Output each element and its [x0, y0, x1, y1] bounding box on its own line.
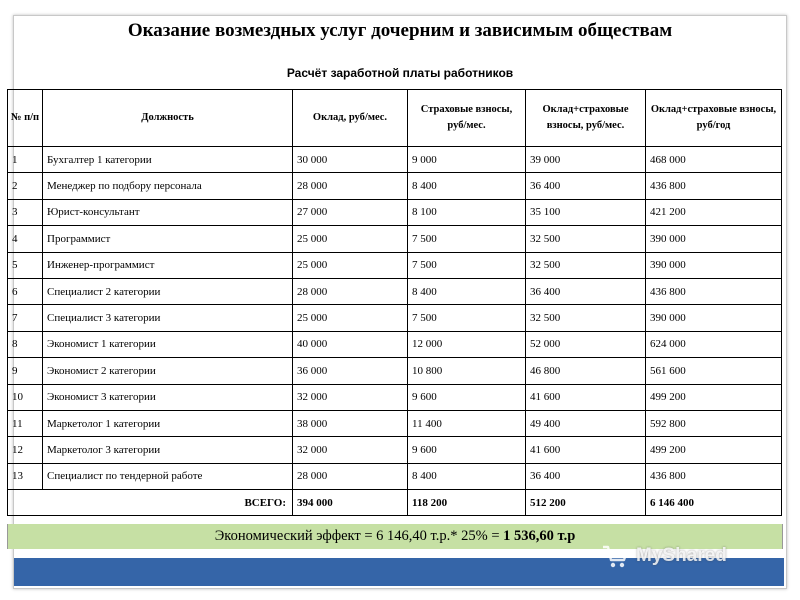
row-insurance-cell: 9 600	[408, 384, 526, 410]
row-yearly-total-cell: 436 800	[646, 173, 782, 199]
table-row	[8, 147, 782, 173]
header-salary: Оклад, руб/мес.	[293, 90, 408, 147]
watermark-logo[interactable]	[600, 536, 727, 576]
row-number-cell: 6	[8, 278, 43, 304]
row-monthly-total-cell: 39 000	[526, 147, 646, 173]
row-insurance-cell: 8 400	[408, 463, 526, 489]
row-position-cell: Экономист 1 категории	[43, 331, 293, 357]
row-yearly-total-cell: 436 800	[646, 463, 782, 489]
row-position-cell: Маркетолог 1 категории	[43, 410, 293, 436]
table-row	[8, 173, 782, 199]
row-insurance-cell: 10 800	[408, 358, 526, 384]
row-insurance-cell: 7 500	[408, 252, 526, 278]
economic-effect-result: 1 536,60 т.р	[503, 528, 576, 544]
row-monthly-total-cell: 52 000	[526, 331, 646, 357]
row-yearly-total-cell: 390 000	[646, 305, 782, 331]
row-yearly-total-cell: 624 000	[646, 331, 782, 357]
row-number-cell: 13	[8, 463, 43, 489]
row-yearly-total-cell: 499 200	[646, 384, 782, 410]
row-monthly-total-cell: 41 600	[526, 437, 646, 463]
economic-effect-text: Экономический эффект = 6 146,40 т.р.* 25% =	[214, 528, 504, 544]
row-monthly-total-cell: 41 600	[526, 384, 646, 410]
row-insurance-cell: 9 600	[408, 437, 526, 463]
total-salary: 394 000	[293, 490, 408, 516]
row-salary-cell: 36 000	[293, 358, 408, 384]
header-number: № п/п	[8, 90, 43, 147]
row-number-cell: 12	[8, 437, 43, 463]
row-number-cell: 11	[8, 410, 43, 436]
row-insurance-cell: 8 100	[408, 199, 526, 225]
row-monthly-total-cell: 46 800	[526, 358, 646, 384]
row-salary-cell: 25 000	[293, 305, 408, 331]
header-position: Должность	[43, 90, 293, 147]
table-row	[8, 226, 782, 252]
total-yearly: 6 146 400	[646, 490, 782, 516]
row-number-cell: 5	[8, 252, 43, 278]
row-insurance-cell: 9 000	[408, 147, 526, 173]
row-salary-cell: 28 000	[293, 173, 408, 199]
page-title: Оказание возмездных услуг дочерним и зависимым обществам	[127, 20, 673, 41]
row-position-cell: Программист	[43, 226, 293, 252]
row-salary-cell: 38 000	[293, 410, 408, 436]
row-position-cell: Специалист 3 категории	[43, 305, 293, 331]
row-monthly-total-cell: 35 100	[526, 199, 646, 225]
total-monthly: 512 200	[526, 490, 646, 516]
watermark-text: MyShared	[636, 545, 727, 566]
row-position-cell: Менеджер по подбору персонала	[43, 173, 293, 199]
row-position-cell: Маркетолог 3 категории	[43, 437, 293, 463]
row-position-cell: Специалист 2 категории	[43, 278, 293, 304]
row-insurance-cell: 8 400	[408, 173, 526, 199]
row-yearly-total-cell: 390 000	[646, 226, 782, 252]
row-insurance-cell: 7 500	[408, 305, 526, 331]
table-row	[8, 410, 782, 436]
row-position-cell: Бухгалтер 1 категории	[43, 147, 293, 173]
row-salary-cell: 25 000	[293, 226, 408, 252]
row-yearly-total-cell: 468 000	[646, 147, 782, 173]
header-monthly-total: Оклад+страховые взносы, руб/мес.	[526, 90, 646, 147]
row-monthly-total-cell: 36 400	[526, 173, 646, 199]
cart-icon	[600, 541, 630, 571]
row-salary-cell: 32 000	[293, 384, 408, 410]
row-monthly-total-cell: 36 400	[526, 278, 646, 304]
table-header-row	[8, 90, 782, 147]
row-salary-cell: 25 000	[293, 252, 408, 278]
row-salary-cell: 28 000	[293, 278, 408, 304]
table-row	[8, 358, 782, 384]
row-number-cell: 7	[8, 305, 43, 331]
row-number-cell: 1	[8, 147, 43, 173]
row-position-cell: Инженер-программист	[43, 252, 293, 278]
row-salary-cell: 28 000	[293, 463, 408, 489]
row-number-cell: 2	[8, 173, 43, 199]
table-row	[8, 331, 782, 357]
row-position-cell: Специалист по тендерной работе	[43, 463, 293, 489]
row-yearly-total-cell: 592 800	[646, 410, 782, 436]
row-monthly-total-cell: 32 500	[526, 226, 646, 252]
row-salary-cell: 40 000	[293, 331, 408, 357]
row-insurance-cell: 8 400	[408, 278, 526, 304]
salary-table	[7, 89, 782, 516]
table-row	[8, 305, 782, 331]
row-monthly-total-cell: 32 500	[526, 305, 646, 331]
total-row	[8, 490, 782, 516]
row-position-cell: Экономист 3 категории	[43, 384, 293, 410]
row-salary-cell: 32 000	[293, 437, 408, 463]
row-number-cell: 8	[8, 331, 43, 357]
row-position-cell: Юрист-консультант	[43, 199, 293, 225]
table-row	[8, 384, 782, 410]
table-row	[8, 463, 782, 489]
header-insurance: Страховые взносы, руб/мес.	[408, 90, 526, 147]
row-number-cell: 3	[8, 199, 43, 225]
table-row	[8, 252, 782, 278]
table-row	[8, 437, 782, 463]
row-monthly-total-cell: 32 500	[526, 252, 646, 278]
row-insurance-cell: 11 400	[408, 410, 526, 436]
row-yearly-total-cell: 421 200	[646, 199, 782, 225]
row-number-cell: 9	[8, 358, 43, 384]
table-body	[8, 147, 782, 490]
row-monthly-total-cell: 36 400	[526, 463, 646, 489]
row-salary-cell: 30 000	[293, 147, 408, 173]
row-position-cell: Экономист 2 категории	[43, 358, 293, 384]
row-insurance-cell: 7 500	[408, 226, 526, 252]
header-yearly-total: Оклад+страховые взносы, руб/год	[646, 90, 782, 147]
total-label: ВСЕГО:	[8, 490, 293, 516]
row-yearly-total-cell: 561 600	[646, 358, 782, 384]
row-monthly-total-cell: 49 400	[526, 410, 646, 436]
row-insurance-cell: 12 000	[408, 331, 526, 357]
table-caption: Расчёт заработной платы работников	[286, 66, 514, 80]
row-yearly-total-cell: 436 800	[646, 278, 782, 304]
row-yearly-total-cell: 390 000	[646, 252, 782, 278]
table-row	[8, 199, 782, 225]
table-row	[8, 278, 782, 304]
row-number-cell: 4	[8, 226, 43, 252]
total-insurance: 118 200	[408, 490, 526, 516]
row-yearly-total-cell: 499 200	[646, 437, 782, 463]
row-number-cell: 10	[8, 384, 43, 410]
row-salary-cell: 27 000	[293, 199, 408, 225]
